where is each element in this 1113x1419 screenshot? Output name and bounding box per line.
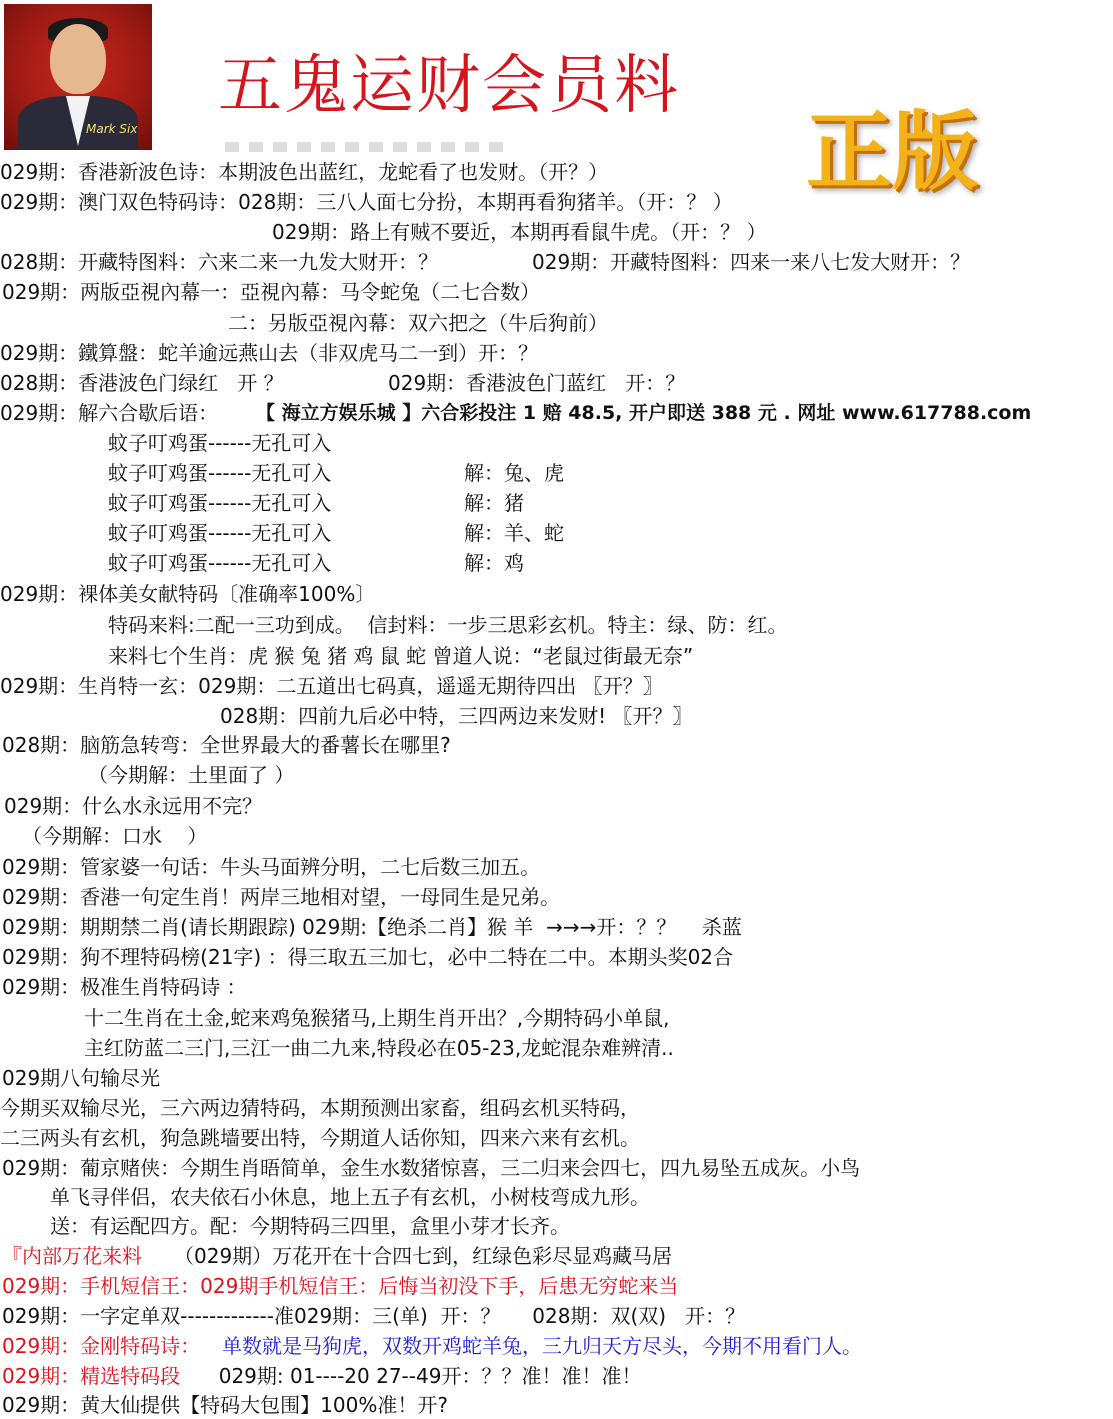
text-line: 029期：狗不理特码榜(21字) ：得三取五三加七，必中二特在二中。本期头奖02合: [2, 945, 734, 969]
text-line: （今期解：土里面了 ）: [88, 763, 295, 787]
text-line: 蚊子叮鸡蛋------无孔可入: [108, 461, 332, 485]
text-line: 029期：裸体美女献特码〔准确率100%〕: [0, 582, 376, 606]
advertisement-line: 【 海立方娱乐城 】六合彩投注 1 赔 48.5, 开户即送 388 元 . 网址 www.617788.com: [256, 402, 1032, 424]
text-line: 029期：解六合歇后语：: [0, 401, 219, 425]
text-line: 029期: 01----20 27--49开：？？准！准！准！: [206, 1364, 642, 1388]
text-line: 十二生肖在土金,蛇来鸡兔猴猪马,上期生肖开出？,今期特码小单鼠,: [84, 1006, 670, 1030]
genuine-stamp: 正版: [806, 102, 978, 202]
text-line: 蚊子叮鸡蛋------无孔可入: [108, 551, 332, 575]
text-line: 029期：期期禁二肖(请长期跟踪) 029期:【绝杀二肖】猴 羊 →→→开：？？ 杀蓝: [2, 915, 742, 939]
text-line: 主红防蓝二三门,三江一曲二九来,特段必在05-23,龙蛇混杂难辨清..: [84, 1036, 674, 1060]
text-line: 二三两头有玄机，狗急跳墙要出特，今期道人话你知，四来六来有玄机。: [0, 1126, 640, 1150]
text-line: 029期：生肖特一玄：029期：二五道出七码真，遥遥无期待四出 〖开？〗: [0, 674, 663, 698]
text-line: 028期：开藏特图料：六来二来一九发大财开：？: [0, 250, 439, 274]
text-line: 029期：澳门双色特码诗：028期：三八人面七分扮，本期再看狗猪羊。（开：？ ）: [0, 190, 733, 214]
text-line: （今期解：口水 ）: [22, 824, 208, 848]
text-line-red: 029期：金刚特码诗：: [2, 1334, 201, 1358]
text-line: 028期：四前九后必中特，三四两边来发财! 〖开？〗: [220, 704, 693, 728]
photo-label: Mark Six: [86, 122, 138, 136]
text-line: 029期：路上有贼不要近，本期再看鼠牛虎。（开：？ ）: [272, 220, 767, 244]
text-line: 029期：管家婆一句话：牛头马面辨分明，二七后数三加五。: [2, 855, 541, 879]
text-line: 蚊子叮鸡蛋------无孔可入: [108, 431, 332, 455]
text-line: 029期：香港一句定生肖！两岸三地相对望，一母同生是兄弟。: [2, 885, 561, 909]
text-line: 029期八句输尽光: [2, 1066, 161, 1090]
text-line-red: 029期：手机短信王：029期手机短信王：后悔当初没下手，后患无穷蛇来当: [2, 1274, 679, 1298]
text-line: 送：有运配四方。配：今期特码三四里，盒里小芽才长齐。: [50, 1214, 570, 1238]
faded-text-artifact: [225, 142, 505, 152]
page-title: 五鬼运财会员料: [218, 49, 680, 123]
portrait-photo: [4, 4, 152, 150]
text-line: 蚊子叮鸡蛋------无孔可入: [108, 491, 332, 515]
text-line: 二：另版亞視內幕：双六把之（牛后狗前）: [228, 311, 608, 335]
text-line: 029期：极准生肖特码诗 ：: [2, 975, 247, 999]
text-line: 解：兔、虎: [464, 461, 564, 485]
text-line: 029期：什么水永远用不完？: [4, 794, 263, 818]
text-line: 029期：开藏特图料：四来一来八七发大财开：？: [532, 250, 971, 274]
text-line-blue: 单数就是马狗虎，双数开鸡蛇羊兔，三九归天方尽头，今期不用看门人。: [222, 1334, 862, 1358]
text-line: 029期：一字定单双-------------准029期：三(单) 开：？ 028期：双(双) 开：？: [2, 1304, 746, 1328]
text-line: 特码来料:二配一三功到成。 信封料：一步三思彩玄机。特主：绿、防：红。: [108, 613, 788, 637]
text-line: 解：猪: [464, 491, 524, 515]
text-line: 029期：鐵算盤：蛇羊逾远燕山去（非双虎马二一到）开：？: [0, 341, 539, 365]
text-line: 029期：黄大仙提供【特码大包围】100%准！开?: [2, 1393, 448, 1417]
text-line: 028期：脑筋急转弯：全世界最大的番薯长在哪里?: [2, 733, 451, 757]
text-line: 029期：葡京赌侠：今期生肖晤简单，金生水数猪惊喜，三二归来会四七，四九易坠五成灰。小鸟: [2, 1156, 861, 1180]
text-line: 029期：香港新波色诗：本期波色出蓝红，龙蛇看了也发财。（开？）: [0, 160, 609, 184]
text-line: 029期：两版亞視內幕一：亞視內幕：马令蛇兔（二七合数）: [2, 280, 541, 304]
text-line: 今期买双输尽光，三六两边猜特码，本期预测出家畜，组码玄机买特码，: [0, 1096, 640, 1120]
text-line: 蚊子叮鸡蛋------无孔可入: [108, 521, 332, 545]
text-line: 解：羊、蛇: [464, 521, 564, 545]
text-line: 029期：香港波色门蓝红 开：？: [388, 371, 686, 395]
text-line: 来料七个生肖：虎 猴 兔 猪 鸡 鼠 蛇 曾道人说：“老鼠过街最无奈”: [108, 644, 694, 668]
text-line-red: 029期：精选特码段: [2, 1364, 181, 1388]
text-line: 单飞寻伴侣，农夫依石小休息，地上五子有玄机，小树枝弯成九形。: [50, 1185, 650, 1209]
text-line: 解：鸡: [464, 551, 524, 575]
text-line: （029期）万花开在十合四七到，红绿色彩尽显鸡藏马居: [174, 1244, 673, 1268]
text-line-red: 『内部万花来料: [2, 1244, 142, 1268]
text-line: 028期：香港波色门绿红 开 ？: [0, 371, 284, 395]
